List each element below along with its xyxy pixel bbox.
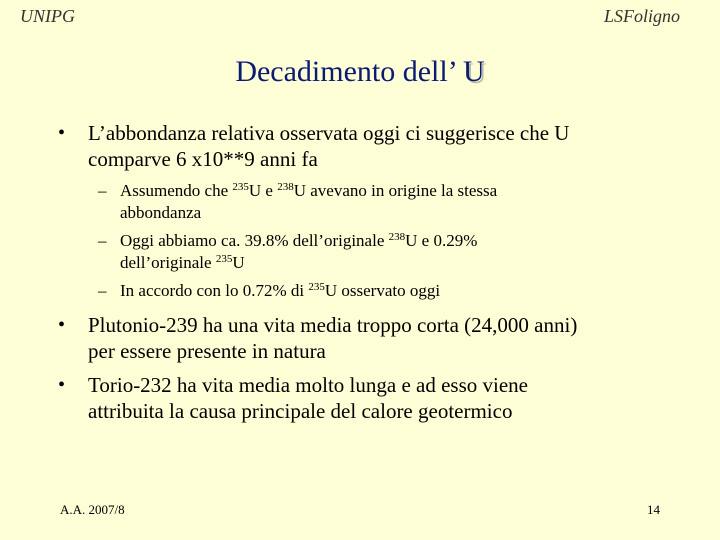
bullet-2-line-2: per essere presente in natura [88, 339, 326, 363]
text: Oggi abbiamo ca. 39.8% dell’originale [120, 231, 389, 250]
sub-item-1 [98, 180, 678, 224]
superscript: 235 [308, 281, 325, 293]
text: In accordo con lo 0.72% di [120, 281, 309, 300]
header-right-label: LSFoligno [603, 6, 680, 26]
superscript: 235 [232, 181, 249, 193]
page-number: 14 [647, 502, 660, 517]
bullet-item-3 [58, 372, 678, 424]
text: U e [248, 181, 278, 200]
dash-icon: – [98, 181, 107, 200]
sub-item-1-line-1 [120, 180, 678, 202]
slide-content [58, 120, 678, 424]
bullet-2-line-1: Plutonio-239 ha una vita media troppo corta (24,000 anni) [88, 313, 578, 337]
bullet-1-line-1: L’abbondanza relativa osservata oggi ci suggerisce che U [88, 121, 570, 145]
bullet-3-line-2: attribuita la causa principale del calore geotermico [88, 399, 513, 423]
text: Assumendo che [120, 181, 233, 200]
dash-icon: – [98, 231, 107, 250]
superscript: 238 [277, 181, 294, 193]
sub-item-2-line-1 [120, 230, 678, 252]
bullet-icon: • [58, 122, 66, 144]
text: U e 0.29% [405, 231, 478, 250]
superscript: 238 [388, 231, 406, 243]
text: U [232, 253, 245, 272]
text: dell’originale [120, 253, 216, 272]
slide-title [0, 55, 720, 89]
sub-item-2-line-2 [120, 252, 678, 274]
superscript: 235 [215, 253, 233, 265]
bullet-item-2 [58, 312, 678, 364]
text: U avevano in origine la stessa [293, 181, 498, 200]
bullet-1-line-2: comparve 6 x10**9 anni fa [88, 147, 318, 171]
sub-item-1-line-2: abbondanza [120, 203, 202, 222]
bullet-3-line-1: Torio-232 ha vita media molto lunga e ad esso viene [88, 373, 528, 397]
bullet-icon: • [58, 314, 66, 336]
text: U osservato oggi [324, 281, 441, 300]
footer-academic-year: A.A. 2007/8 [60, 502, 125, 517]
sub-list [58, 180, 678, 302]
title-main: Decadimento dell’ [235, 55, 456, 88]
title-suffix: U [463, 55, 485, 88]
sub-item-2 [98, 230, 678, 274]
bullet-item-1 [58, 120, 678, 172]
sub-item-3-line-1 [120, 280, 678, 302]
sub-item-3 [98, 280, 678, 302]
dash-icon: – [98, 281, 107, 300]
bullet-icon: • [58, 374, 66, 396]
header-left-label: UNIPG [20, 6, 75, 26]
